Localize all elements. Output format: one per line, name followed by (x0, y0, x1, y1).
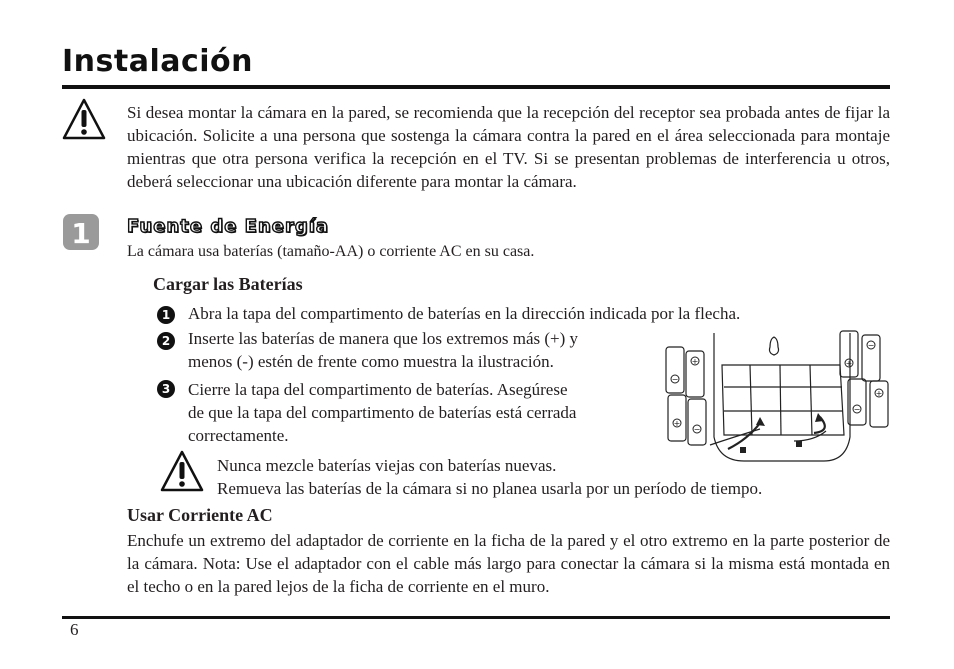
warning-icon (62, 98, 106, 142)
caution-line-1: Nunca mezcle baterías viejas con baterías nuevas. (217, 456, 557, 475)
svg-text:+: + (691, 357, 699, 366)
page-title: Instalación (62, 44, 254, 79)
intro-warning-text: Si desea montar la cámara en la pared, se recomienda que la recepción del receptor sea probada antes de fijar la ubicación. Solicite a una persona que sostenga la cámara contra la pared en el área seleccionada para montaje mientras que otra persona verifica la recepción en el TV. Si se presentan problemas de interferencia u otros, deberá seleccionar una ubicación diferente para montar la cámara. (127, 103, 890, 191)
footer-rule (62, 616, 890, 619)
caution-icon (160, 450, 204, 494)
svg-text:+: + (845, 359, 853, 368)
title-rule (62, 85, 890, 89)
page-number: 6 (70, 620, 79, 639)
step-2-badge: 2 (157, 332, 175, 350)
svg-text:+: + (673, 419, 681, 428)
section-number-1-icon (62, 213, 100, 251)
batteries-heading: Cargar las Baterías (153, 274, 303, 294)
step-3-line-1: Cierre la tapa del compartimento de baterías. Asegúrese (188, 380, 568, 399)
step-2-line-1: Inserte las baterías de manera que los extremos más (+) y (188, 329, 579, 348)
svg-text:+: + (875, 389, 883, 398)
svg-text:−: − (693, 425, 701, 434)
ac-text: Enchufe un extremo del adaptador de corriente en la ficha de la pared y el otro extremo en la parte posterior de la cámara. Nota: Use el adaptador con el cable más largo para conectar la cámara si la misma está montada en el techo o en la pared lejos de la ficha de corriente en el muro. (127, 531, 890, 596)
step-2-line-2: menos (-) estén de frente como muestra la ilustración. (188, 352, 554, 371)
svg-text:−: − (853, 405, 861, 414)
caution-line-2: Remueva las baterías de la cámara si no planea usarla por un período de tiempo. (217, 479, 763, 498)
step-3-line-3: correctamente. (188, 426, 289, 445)
svg-text:1: 1 (71, 217, 91, 250)
section-heading: Fuente de Energía (127, 216, 330, 237)
step-3-line-2: de que la tapa del compartimento de baterías está cerrada (188, 403, 577, 422)
svg-text:−: − (671, 375, 679, 384)
step-1-text: Abra la tapa del compartimento de baterías en la dirección indicada por la flecha. (188, 304, 741, 323)
step-1-badge: 1 (157, 306, 175, 324)
svg-text:−: − (867, 341, 875, 350)
section-intro: La cámara usa baterías (tamaño-AA) o corriente AC en su casa. (127, 243, 535, 260)
battery-compartment-illustration (664, 327, 894, 465)
ac-heading: Usar Corriente AC (127, 505, 273, 525)
step-3-badge: 3 (157, 380, 175, 398)
